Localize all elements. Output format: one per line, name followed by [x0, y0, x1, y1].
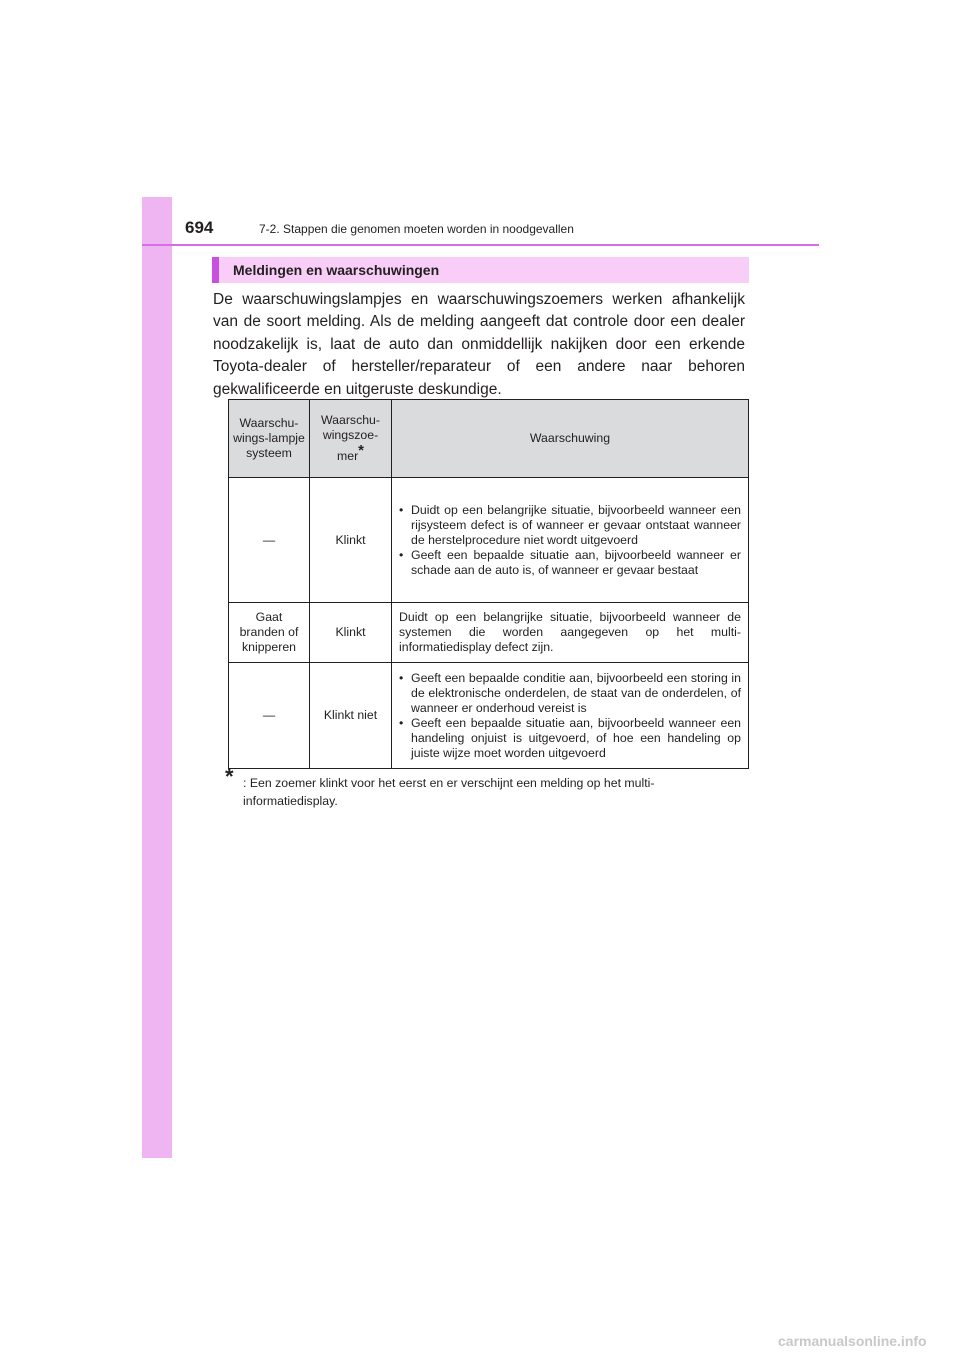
table-row: [229, 478, 749, 603]
list-item: [399, 671, 741, 716]
header-rule: [142, 244, 819, 246]
cell-lamp: —: [229, 663, 310, 769]
header-buzzer: [310, 400, 392, 478]
chapter-title: 7-2. Stappen die genomen moeten worden in noodgevallen: [259, 222, 574, 236]
table-row: [229, 663, 749, 769]
warning-list: [399, 671, 741, 761]
cell-lamp: Gaat branden of knipperen: [229, 603, 310, 663]
header-lamp: [229, 400, 310, 478]
warning-list: [399, 503, 741, 578]
header-warning: [392, 400, 749, 478]
list-item-text: Geeft een bepaalde conditie aan, bijvoorbeeld een storing in de elektronische onderdelen, de staat van de onderdelen, of wanneer er onderhoud vereist is: [411, 670, 741, 715]
header-warning-label: Waarschuwing: [529, 431, 611, 445]
watermark: carmanualsonline.info: [778, 1333, 927, 1349]
cell-warning: [392, 663, 749, 769]
asterisk-mark: *: [358, 441, 365, 459]
list-item-text: Duidt op een belangrijke situatie, bijvoorbeeld wanneer een rijsysteem defect is of wanneer er gevaar ontstaat wanneer de herstelprocedure niet wordt uitgevoerd: [411, 502, 741, 547]
section-heading-bar: [212, 257, 749, 283]
cell-warning: [392, 478, 749, 603]
bullet-icon: •: [399, 715, 404, 730]
sidebar-strip: [142, 197, 172, 1158]
header-buzzer-label: Waarschu-wingszoe-mer: [321, 412, 380, 464]
list-item-text: Geeft een bepaalde situatie aan, bijvoorbeeld wanneer er schade aan de auto is, of wanneer er gevaar bestaat: [411, 547, 741, 577]
footnote: : Een zoemer klinkt voor het eerst en er verschijnt een melding op het multi-informatiedisplay.: [243, 776, 655, 808]
bullet-icon: •: [399, 670, 404, 685]
warning-table: [228, 399, 749, 769]
bullet-icon: •: [399, 547, 404, 562]
list-item: [399, 716, 741, 761]
cell-warning: Duidt op een belangrijke situatie, bijvoorbeeld wanneer de systemen die worden aangegeven op het multi-informatiedisplay defect zijn.: [392, 603, 749, 663]
cell-buzzer: Klinkt: [310, 478, 392, 603]
table-row: [229, 603, 749, 663]
list-item: [399, 503, 741, 548]
section-title: Meldingen en waarschuwingen: [233, 262, 440, 278]
cell-buzzer: Klinkt: [310, 603, 392, 663]
footnote-asterisk: *: [225, 764, 234, 789]
cell-lamp: —: [229, 478, 310, 603]
list-item: [399, 548, 741, 578]
table-header-row: [229, 400, 749, 478]
bullet-icon: •: [399, 502, 404, 517]
list-item-text: Geeft een bepaalde situatie aan, bijvoorbeeld wanneer een handeling onjuist is uitgevoerd, of hoe een handeling op juiste wijze moet worden uitgevoerd: [411, 715, 741, 760]
intro-paragraph: De waarschuwingslampjes en waarschuwingszoemers werken afhankelijk van de soort melding. Als de melding aangeeft dat controle door een dealer noodzakelijk is, laat de auto dan onmiddellijk nakijken door een erkende Toyota-dealer of hersteller/reparateur of een andere naar behoren gekwalificeerde en uitgeruste deskundige.: [213, 291, 745, 398]
page-number: 694: [185, 218, 214, 237]
cell-buzzer: Klinkt niet: [310, 663, 392, 769]
header-lamp-label: Waarschu-wings-lampje systeem: [233, 416, 305, 460]
